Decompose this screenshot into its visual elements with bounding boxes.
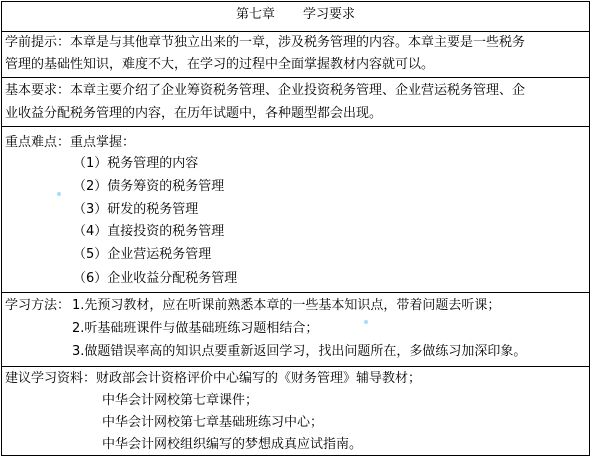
method-item: 3.做题错误率高的知识点要重新返回学习，找出问题所在，多做练习加深印象。	[72, 344, 527, 359]
key-point-item: （6）企业收益分配税务管理	[73, 271, 238, 286]
resource-item: 中华会计网校组织编写的梦想成真应试指南。	[102, 437, 363, 452]
key-point-item: （3）研发的税务管理	[73, 202, 199, 217]
key-points-row	[2, 126, 589, 292]
artifact-dot	[364, 320, 368, 324]
key-point-item: （1）税务管理的内容	[73, 156, 199, 171]
key-points-label: 重点难点：重点掌握：	[5, 135, 136, 150]
resource-item: 中华会计网校第七章基础班练习中心；	[102, 415, 324, 430]
basic-line-1: 基本要求：本章主要介绍了企业筹资税务管理、企业投资税务管理、企业营运税务管理、企	[5, 83, 526, 98]
preview-line-1: 学前提示：本章是与其他章节独立出来的一章，涉及税务管理的内容。本章主要是一些税务	[5, 35, 526, 50]
resources-row	[2, 366, 589, 455]
study-method-row	[2, 292, 589, 366]
key-point-item: （4）直接投资的税务管理	[73, 224, 225, 239]
artifact-dot	[57, 192, 61, 196]
chapter-label: 第七章	[235, 7, 275, 22]
study-requirements-table	[1, 1, 590, 456]
resource-item: 中华会计网校第七章课件；	[102, 393, 259, 408]
preview-line-2: 管理的基础性知识，难度不大，在学习的过程中全面掌握教材内容就可以。	[5, 57, 435, 72]
key-point-item: （5）企业营运税务管理	[73, 247, 212, 262]
resources-label: 建议学习资料：财政部会计资格评价中心编写的《财务管理》辅导教材；	[5, 371, 422, 386]
table-title	[2, 6, 589, 24]
method-label: 学习方法：	[5, 298, 71, 313]
preview-row	[2, 31, 589, 77]
key-point-item: （2）债务筹资的税务管理	[73, 179, 225, 194]
title-label: 学习要求	[303, 7, 356, 22]
basic-requirements-row	[2, 77, 589, 126]
basic-line-2: 业收益分配税务管理的内容，在历年试题中，各种题型都会出现。	[5, 106, 383, 121]
method-item: 1.先预习教材，应在听课前熟悉本章的一些基本知识点，带着问题去听课；	[72, 298, 501, 313]
header-row	[2, 2, 589, 31]
method-item: 2.听基础班课件与做基础班练习题相结合；	[72, 321, 319, 336]
